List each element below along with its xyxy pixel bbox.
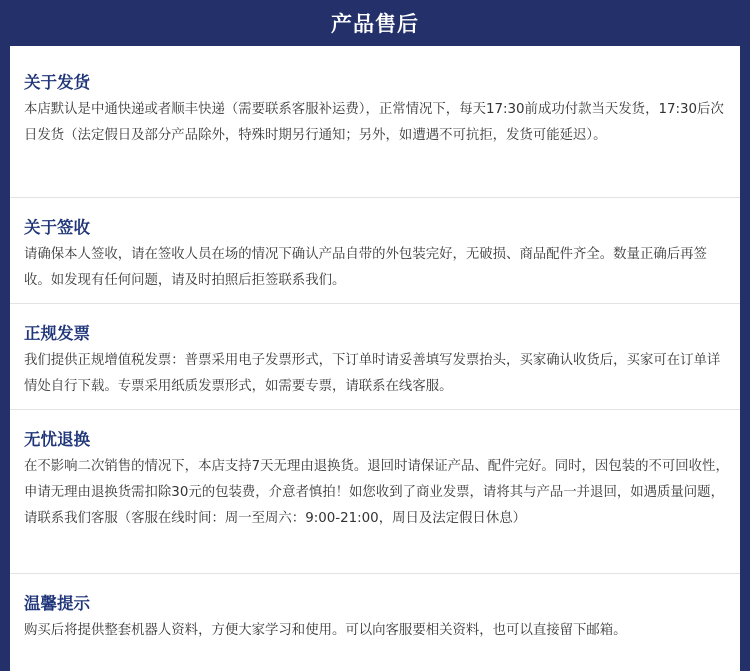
section-body-invoice: 我们提供正规增值税发票：普票采用电子发票形式，下订单时请妥善填写发票抬头，买家确认收货后，买家可在订单详情处自行下载。专票采用纸质发票形式，如需要专票，请联系在线客服。 <box>24 353 721 394</box>
page-header <box>0 0 750 46</box>
section-title-returns: 无忧退换 <box>24 430 90 449</box>
section-title-receipt: 关于签收 <box>24 218 90 237</box>
section-body-receipt: 请确保本人签收，请在签收人员在场的情况下确认产品自带的外包装完好，无破损、商品配件齐全。数量正确后再签收。如发现有任何问题，请及时拍照后拒签联系我们。 <box>24 247 707 288</box>
section-receipt <box>10 198 740 304</box>
page-title: 产品售后 <box>331 12 419 36</box>
section-shipping <box>10 46 740 198</box>
section-tips <box>10 574 740 671</box>
section-title-shipping: 关于发货 <box>24 73 90 92</box>
section-returns <box>10 410 740 574</box>
section-body-tips: 购买后将提供整套机器人资料，方便大家学习和使用。可以向客服要相关资料，也可以直接留下邮箱。 <box>24 623 627 638</box>
section-body-shipping: 本店默认是中通快递或者顺丰快递（需要联系客服补运费），正常情况下，每天17:30前成功付款当天发货，17:30后次日发货（法定假日及部分产品除外，特殊时期另行通知；另外，如遭遇不可抗拒，发货可能延迟）。 <box>24 102 724 143</box>
after-sales-panel <box>10 46 740 671</box>
section-invoice <box>10 304 740 410</box>
section-body-returns: 在不影响二次销售的情况下，本店支持7天无理由退换货。退回时请保证产品、配件完好。同时，因包装的不可回收性，申请无理由退换货需扣除30元的包装费，介意者慎拍！如您收到了商业发票，请将其与产品一并退回，如遇质量问题，请联系我们客服（客服在线时间：周一至周六：9:00-21:00，周日及法定假日休息） <box>24 459 729 526</box>
section-title-tips: 温馨提示 <box>24 594 90 613</box>
section-title-invoice: 正规发票 <box>24 324 90 343</box>
